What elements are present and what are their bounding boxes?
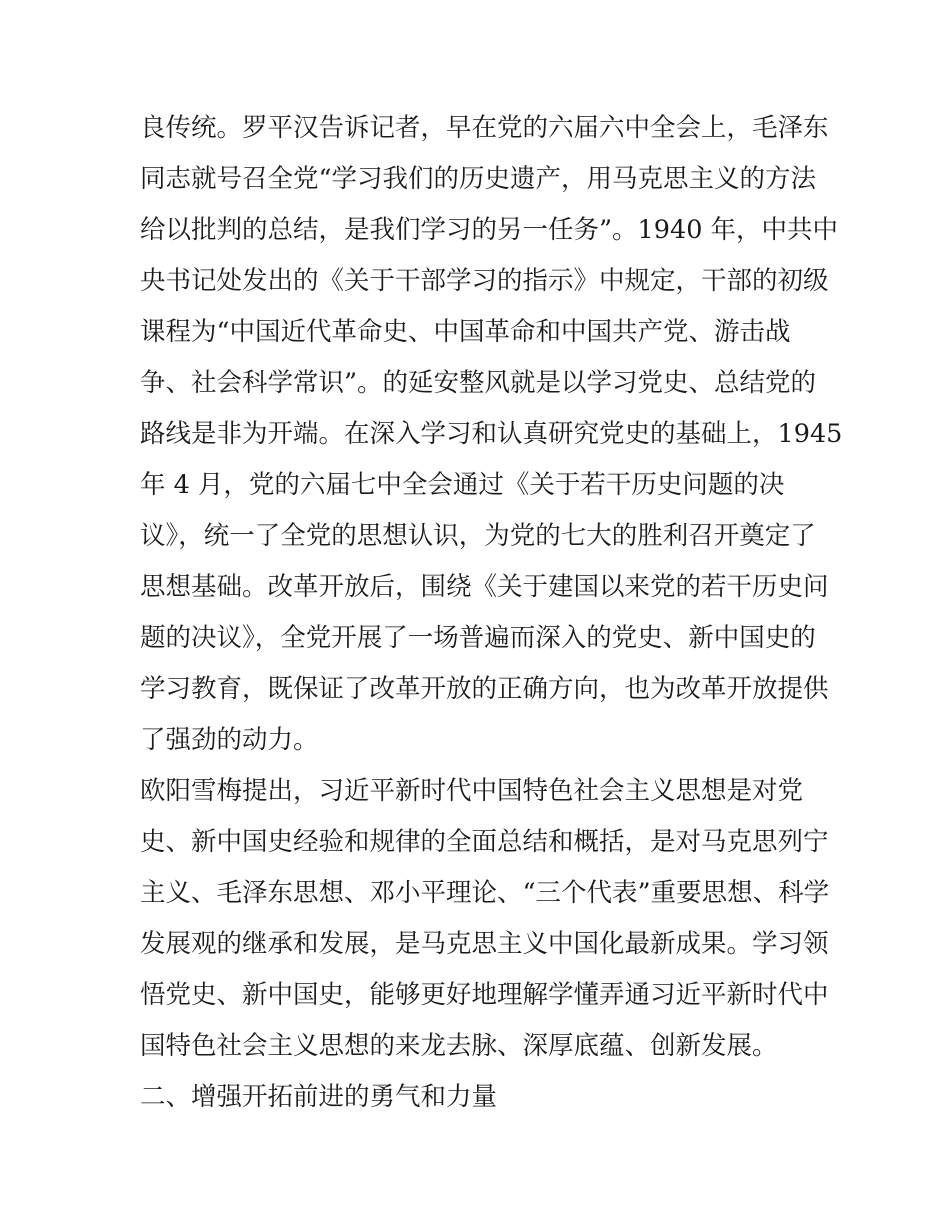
text-line: 史、新中国史经验和规律的全面总结和概括，是对马克思列宁: [140, 827, 829, 857]
text-line: 年 4 月，党的六届七中全会通过《关于若干历史问题的决: [140, 470, 785, 500]
text-line: 同志就号召全党“学习我们的历史遗产，用马克思主义的方法: [140, 164, 817, 194]
text-line: 题的决议》，全党开展了一场普遍而深入的党史、新中国史的: [140, 623, 816, 653]
text-line: 悟党史、新中国史，能够更好地理解学懂弄通习近平新时代中: [140, 980, 829, 1010]
paragraph-start-line: 欧阳雪梅提出，习近平新时代中国特色社会主义思想是对党: [140, 776, 804, 806]
text-line: 争、社会科学常识”。的延安整风就是以学习党史、总结党的: [140, 368, 817, 398]
text-line: 国特色社会主义思想的来龙去脉、深厚底蕴、创新发展。: [140, 1031, 778, 1061]
text-line: 路线是非为开端。在深入学习和认真研究党史的基础上，1945: [140, 419, 843, 449]
text-line: 议》，统一了全党的思想认识，为党的七大的胜利召开奠定了: [140, 521, 816, 551]
text-line: 良传统。罗平汉告诉记者，早在党的六届六中全会上，毛泽东: [140, 113, 829, 143]
text-line: 思想基础。改革开放后，围绕《关于建国以来党的若干历史问: [140, 572, 829, 602]
text-line: 学习教育，既保证了改革开放的正确方向，也为改革开放提供: [140, 674, 829, 704]
text-line: 主义、毛泽东思想、邓小平理论、“三个代表”重要思想、科学: [140, 878, 830, 908]
text-line: 给以批判的总结，是我们学习的另一任务”。1940 年，中共中: [140, 215, 839, 245]
text-line: 发展观的继承和发展，是马克思主义中国化最新成果。学习领: [140, 929, 829, 959]
section-heading: 二、增强开拓前进的勇气和力量: [140, 1082, 498, 1112]
text-line: 课程为“中国近代革命史、中国革命和中国共产党、游击战: [140, 317, 791, 347]
document-body: [140, 103, 843, 1123]
text-line: 央书记处发出的《关于干部学习的指示》中规定，干部的初级: [140, 266, 829, 296]
text-line: 了强劲的动力。: [140, 725, 319, 755]
